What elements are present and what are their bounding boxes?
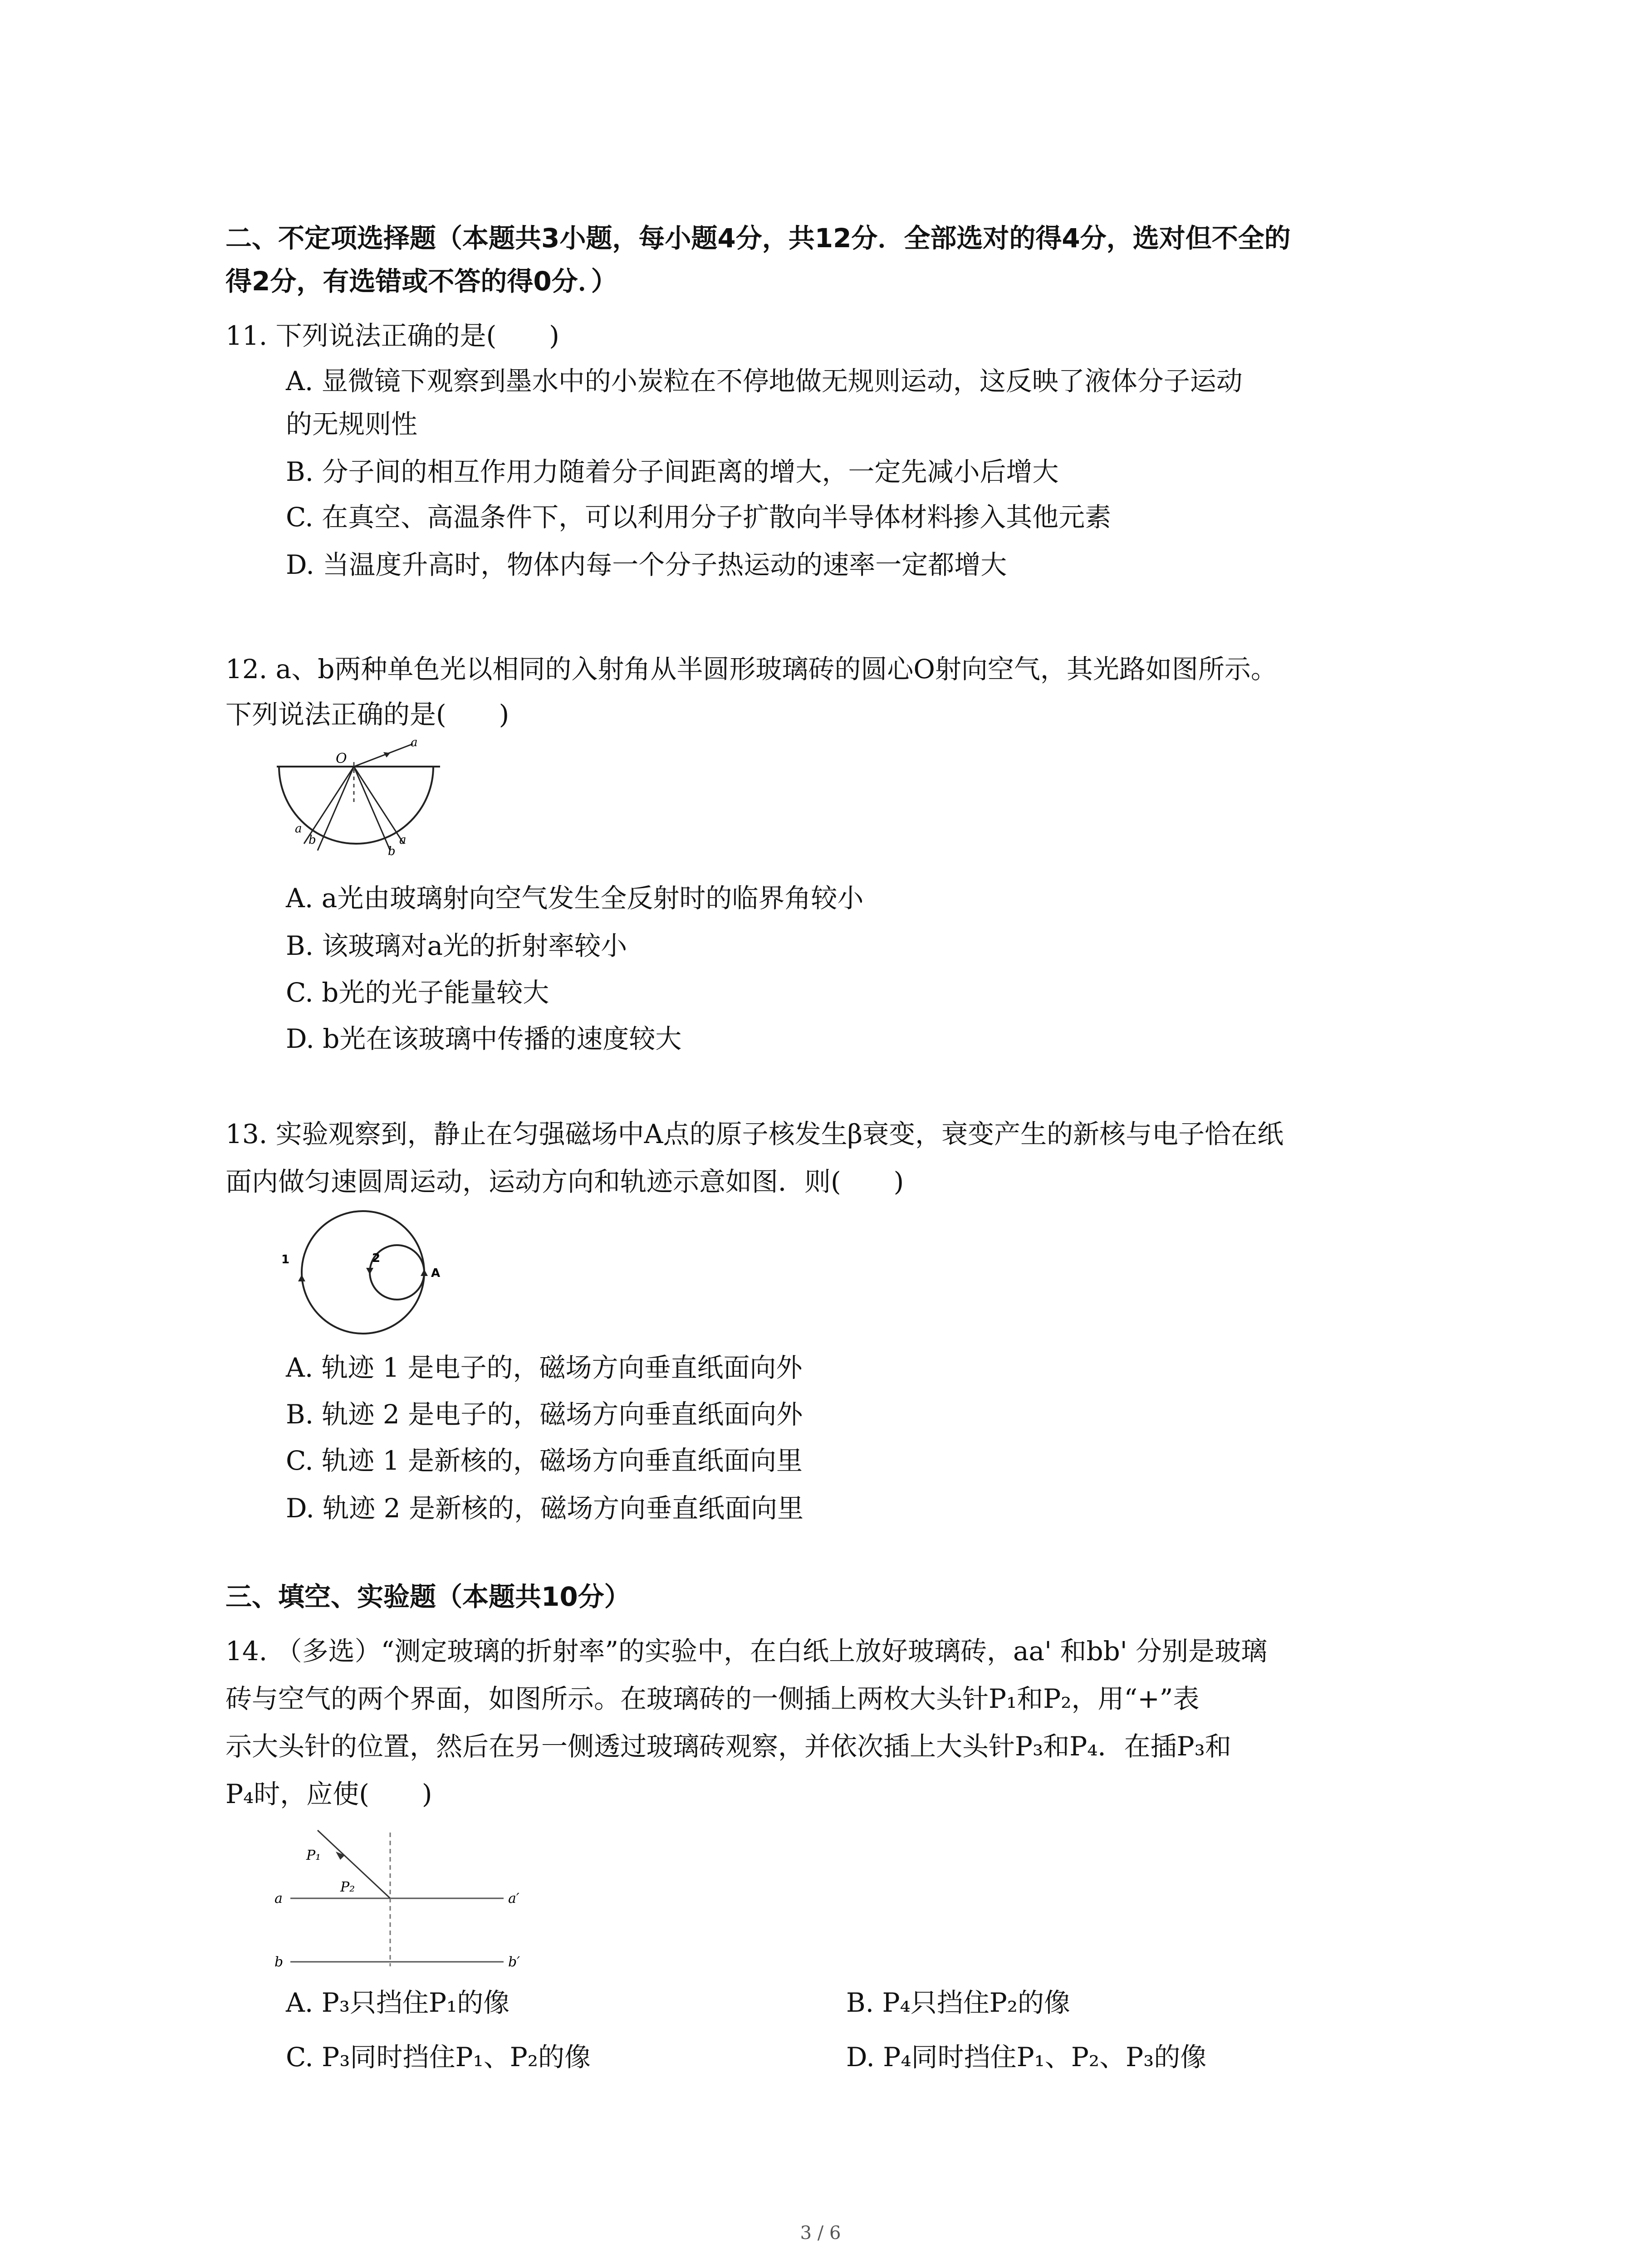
q14-option-b: B. P₄只挡住P₂的像 — [846, 1987, 1071, 2018]
track-1-circle — [302, 1211, 424, 1334]
label-b: b — [274, 1954, 284, 1969]
q12-stem-line1: 12. a、b两种单色光以相同的入射角从半圆形玻璃砖的圆心O射向空气，其光路如图所示。 — [225, 654, 1277, 684]
q11-option-a-cont: 的无规则性 — [286, 409, 418, 440]
q14-option-c: C. P₃同时挡住P₁、P₂的像 — [286, 2042, 591, 2072]
label-track-1: 1 — [281, 1253, 290, 1266]
q11-option-b: B. 分子间的相互作用力随着分子间距离的增大，一定先减小后增大 — [286, 456, 1059, 487]
q12-option-a: A. a光由玻璃射向空气发生全反射时的临界角较小 — [286, 883, 864, 914]
q12-option-d: D. b光在该玻璃中传播的速度较大 — [286, 1023, 682, 1054]
label-a-right: a — [399, 833, 407, 847]
point-A-arrow — [421, 1269, 428, 1276]
glass-curved-surface — [279, 767, 433, 844]
q13-option-c: C. 轨迹 1 是新核的，磁场方向垂直纸面向里 — [286, 1445, 803, 1476]
q13-stem-line1: 13. 实验观察到，静止在匀强磁场中A点的原子核发生β衰变，衰变产生的新核与电子恰在纸 — [225, 1119, 1284, 1149]
label-b-right: b — [388, 845, 396, 858]
label-P2: P₂ — [340, 1879, 355, 1895]
q12-stem-line2: 下列说法正确的是( ) — [225, 699, 509, 730]
track-1-arrow — [298, 1275, 305, 1281]
q12-option-c: C. b光的光子能量较大 — [286, 977, 549, 1008]
decay-tracks-diagram — [272, 1207, 463, 1343]
q11-option-d: D. 当温度升高时，物体内每一个分子热运动的速率一定都增大 — [286, 549, 1007, 580]
ray-a-refracted — [354, 744, 413, 767]
q11-option-c: C. 在真空、高温条件下，可以利用分子扩散向半导体材料掺入其他元素 — [286, 502, 1112, 533]
label-a-prime: a′ — [508, 1891, 519, 1906]
q14-stem-line2: 砖与空气的两个界面，如图所示。在玻璃砖的一侧插上两枚大头针P₁和P₂，用“+”表 — [225, 1683, 1200, 1714]
q14-stem-line4: P₄时，应使( ) — [225, 1779, 432, 1809]
label-a-left: a — [295, 822, 302, 836]
q13-option-d: D. 轨迹 2 是新核的，磁场方向垂直纸面向里 — [286, 1493, 804, 1524]
ray-b-inside — [318, 767, 354, 850]
label-b-left: b — [309, 833, 316, 847]
label-track-2: 2 — [372, 1251, 381, 1265]
section2-heading-line2: 得2分，有选错或不答的得0分．） — [225, 266, 617, 297]
track-2-arrow — [366, 1268, 373, 1275]
q11-option-a: A. 显微镜下观察到墨水中的小炭粒在不停地做无规则运动，这反映了液体分子运动 — [286, 366, 1243, 396]
semicircle-glass-diagram — [272, 735, 445, 871]
q12-option-b: B. 该玻璃对a光的折射率较小 — [286, 930, 627, 961]
label-point-A: A — [431, 1266, 441, 1280]
ray-reflected-b — [354, 767, 390, 850]
q13-option-a: A. 轨迹 1 是电子的，磁场方向垂直纸面向外 — [286, 1352, 803, 1383]
label-a-top: a — [411, 736, 418, 749]
page-number: 3 / 6 — [800, 2223, 841, 2244]
ray-reflected-a — [354, 767, 404, 844]
glass-block-diagram — [268, 1823, 563, 1969]
q14-option-d: D. P₄同时挡住P₁、P₂、P₃的像 — [846, 2042, 1207, 2072]
label-b-prime: b′ — [508, 1954, 520, 1969]
ray-a-inside — [304, 767, 354, 844]
q13-option-b: B. 轨迹 2 是电子的，磁场方向垂直纸面向外 — [286, 1399, 803, 1430]
label-P1: P₁ — [306, 1848, 321, 1863]
q11-stem: 11. 下列说法正确的是( ) — [225, 320, 559, 351]
q14-stem-line3: 示大头针的位置，然后在另一侧透过玻璃砖观察，并依次插上大头针P₃和P₄．在插P₃和 — [225, 1731, 1231, 1762]
section3-heading: 三、填空、实验题（本题共10分） — [225, 1581, 631, 1612]
section2-heading-line1: 二、不定项选择题（本题共3小题，每小题4分，共12分．全部选对的得4分，选对但不全的 — [225, 223, 1291, 254]
incident-ray-arrow — [336, 1852, 345, 1860]
q14-stem-line1: 14. （多选）“测定玻璃的折射率”的实验中，在白纸上放好玻璃砖，aa' 和bb' 分别是玻璃 — [225, 1636, 1268, 1667]
q13-stem-line2: 面内做匀速圆周运动，运动方向和轨迹示意如图．则( ) — [225, 1166, 904, 1197]
label-a: a — [274, 1891, 283, 1906]
label-O: O — [336, 751, 347, 767]
q14-option-a: A. P₃只挡住P₁的像 — [286, 1987, 510, 2018]
